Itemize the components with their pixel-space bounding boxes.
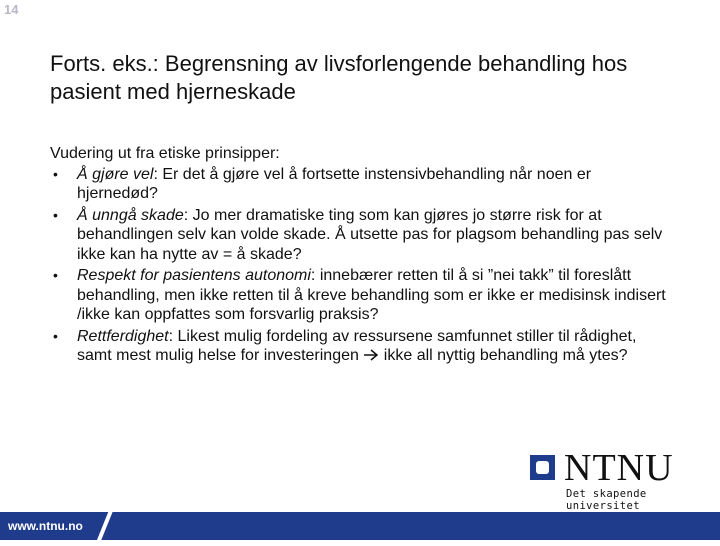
footer-bar — [0, 512, 720, 540]
bullet-list — [50, 165, 670, 366]
item-text: : Er det å gjøre vel å fortsette instensivbehandling når noen er hjernedød? — [77, 165, 592, 202]
ntnu-logo-icon — [530, 455, 555, 480]
slide-title: Forts. eks.: Begrensning av livsforlengende behandling hos pasient med hjerneskade — [50, 51, 628, 104]
ntnu-tagline: Det skapende universitet — [566, 488, 647, 512]
ntnu-wordmark: NTNU — [564, 447, 674, 489]
body-intro: Vudering ut fra etiske prinsipper: — [50, 145, 280, 162]
slide-number: 14 — [4, 2, 19, 17]
list-item-autonomi — [50, 266, 670, 325]
footer-divider — [95, 480, 125, 546]
item-text-after: ikke all nyttig behandling må ytes? — [379, 347, 628, 364]
ntnu-logo — [530, 447, 705, 512]
list-item-unnga-skade — [50, 206, 670, 265]
item-term: Rettferdighet — [77, 327, 169, 345]
list-item-rettferdighet — [50, 327, 670, 366]
right-arrow-icon — [363, 348, 379, 362]
footer-url-link[interactable]: www.ntnu.no — [8, 519, 83, 533]
item-text: : Jo mer dramatiske ting som kan gjøres jo større risk for at behandlingen selv kan volde skade. Å utsette pas for plagsom behandling pas selv ikke kan ha nytte av = å skade? — [77, 206, 663, 263]
bullet-icon: • — [53, 206, 58, 223]
list-item-gjore-vel — [50, 165, 670, 204]
bullet-icon: • — [53, 327, 58, 344]
bullet-icon: • — [53, 267, 58, 283]
bullet-icon: • — [53, 165, 58, 182]
item-text: : Likest mulig fordeling av ressursene samfunnet stiller til rådighet, samt mest mulig helse for investeringen — [77, 327, 637, 364]
item-term: Å gjøre vel — [77, 165, 154, 183]
slide-body — [50, 144, 670, 368]
item-text: : innebærer retten til å si ”nei takk” til foreslått behandling, men ikke retten til å kreve behandling som er ikke er medisinsk indisert /ikke kan oppfattes som forsvarlig praksis? — [77, 267, 666, 323]
item-term: Å unngå skade — [77, 206, 184, 224]
item-term: Respekt for pasientens autonomi — [77, 267, 311, 284]
